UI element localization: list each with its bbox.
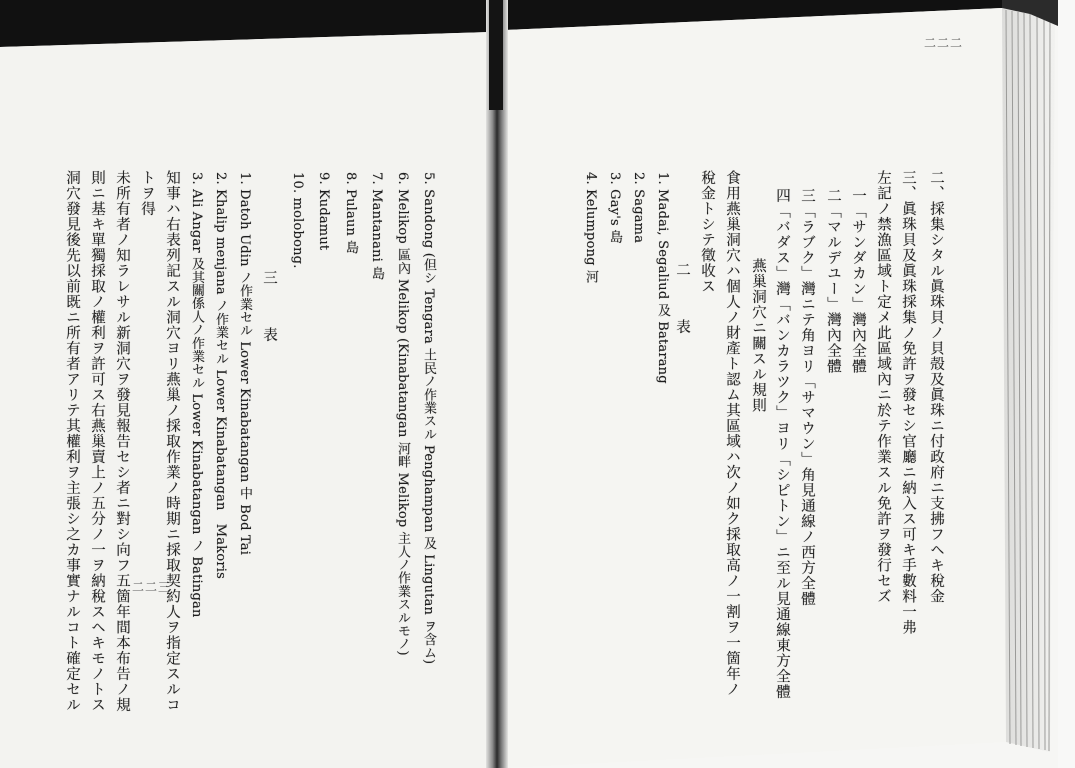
table-2-item-9: 9. Kudamut xyxy=(316,172,331,251)
right-section-heading: 燕巢洞穴ニ關スル規則 xyxy=(750,258,766,413)
page-edges xyxy=(1002,8,1055,752)
table-3-title: 三 表 xyxy=(261,270,277,356)
table-2-item-1: 1. Madai, Segaliud 及 Batarang xyxy=(655,172,670,384)
right-line-10: 稅金トシテ徵收ス xyxy=(699,170,715,294)
left-page-number: 二二三 xyxy=(132,580,172,594)
right-line-3: 左記ノ禁漁區域ト定メ此區域內ニ於テ作業スル免許ヲ發行セズ xyxy=(875,170,891,604)
table-2-item-10: 10. molobong. xyxy=(290,172,305,269)
table-2-item-8: 8. Pulaun 島 xyxy=(343,172,358,254)
right-line-9: 食用燕巢洞穴ハ個人ノ財產ト認ム其區域ハ次ノ如ク採取高ノ一割ヲ一箇年ノ xyxy=(724,170,740,697)
right-line-6: 三「ラブク」灣ニテ角ヨリ「サマウン」角見通線ノ西方全體 xyxy=(799,188,815,607)
right-line-4: 一「サンダカン」灣內全體 xyxy=(850,188,866,374)
table-2-item-2: 2. Sagama xyxy=(631,172,646,244)
book-gutter xyxy=(486,0,508,768)
left-line-5: 洞穴發見後先以前既ニ所有者アリテ其權利ヲ主張シ之カ事實ナルコト確定セル xyxy=(64,170,80,713)
left-line-2: トヲ得 xyxy=(139,170,155,217)
table-2-item-6: 6. Melikop 區內 Melikop (Kinabatangan 河畔 Melikop 主人ノ作業スルモノ) xyxy=(395,172,410,656)
table-2-item-5: 5. Sandong (但シ Tengara 土民ノ作業スル Penghampan 及 Lingutan ヲ含ム) xyxy=(421,172,436,665)
table-2-title: 二 表 xyxy=(674,262,690,348)
table-2-item-7: 7. Mantanani 島 xyxy=(369,172,384,280)
table-2-item-4: 4. Kelumpong 河 xyxy=(583,172,598,284)
right-page-number: 二二二 xyxy=(924,36,964,50)
left-line-3: 未所有者ノ知ラレサル新洞穴ヲ發見報告セシ者ニ對シ向フ五箇年間本布告ノ規 xyxy=(114,170,130,713)
left-line-1: 知事ハ右表列記スル洞穴ヨリ燕巢ノ採取作業ノ時期ニ採取契約人ヲ指定スルコ xyxy=(164,170,180,713)
table-3-item-2: 2. Khalip menjana ノ作業セル Lower Kinabatangan Makoris xyxy=(213,172,228,579)
right-line-2: 三、眞珠貝及眞珠採集ノ免許ヲ發セシ官廳ニ納入ス可キ手數料一弗 xyxy=(900,170,916,635)
gutter-shadow xyxy=(489,0,503,110)
right-line-1: 二、採集シタル眞珠貝ノ貝殻及眞珠ニ付政府ニ支拂フヘキ稅金 xyxy=(928,170,944,604)
left-line-4: 則ニ基キ單獨採取ノ權利ヲ許可ス右燕巢賣上ノ五分ノ一ヲ納稅スヘキモノトス xyxy=(89,170,105,713)
scan-margin-right xyxy=(1058,0,1075,768)
table-3-item-3: 3. Ali Angar 及其關係人ノ作業セル Lower Kinabatangan ノ Batingan xyxy=(189,172,204,618)
right-line-5: 二「マルデユー」灣內全體 xyxy=(825,188,841,374)
table-3-item-1: 1. Datoh Udin ノ作業セル Lower Kinabatangan 中 Bod Tai xyxy=(237,172,252,556)
right-line-7: 四「バダス」灣「バンカラツク」ヨリ「シピトン」ニ至ル見通線東方全體 xyxy=(774,188,790,700)
table-2-item-3: 3. Gay's 島 xyxy=(607,172,622,244)
